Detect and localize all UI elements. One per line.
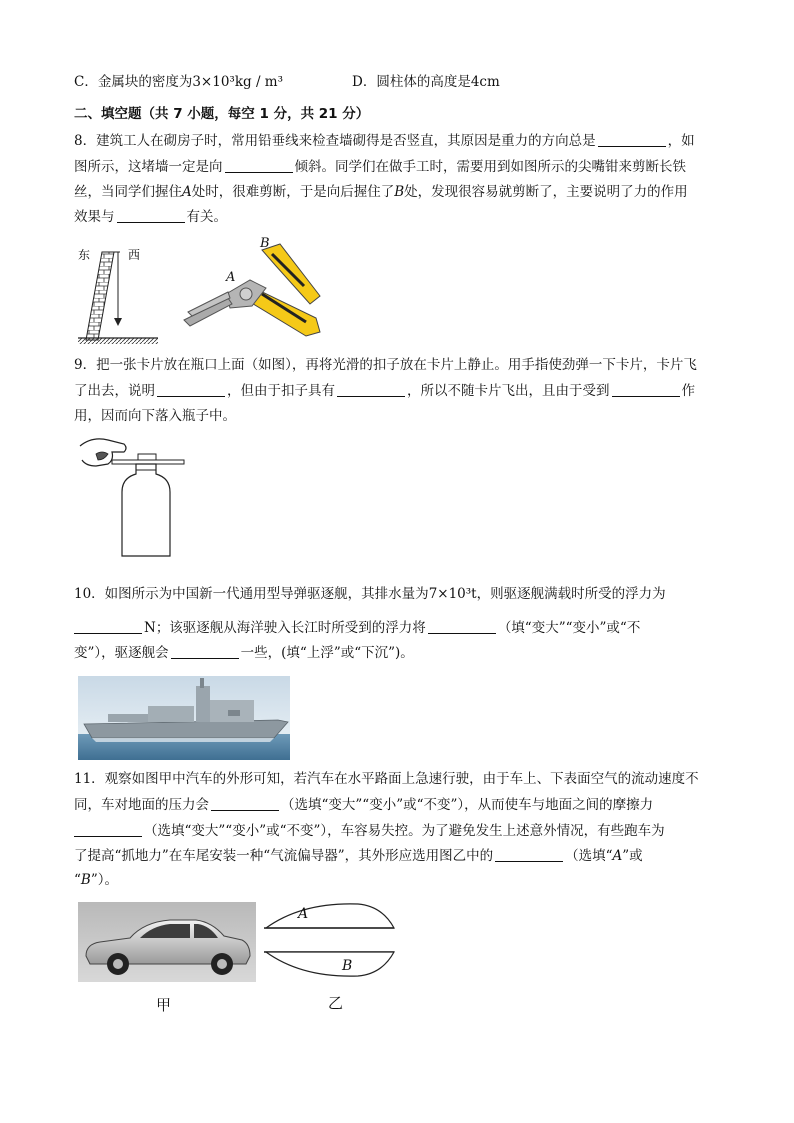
q11-var-a: A bbox=[612, 848, 623, 864]
q11-var-b: B bbox=[80, 872, 91, 888]
q11-line1: 11．观察如图甲中汽车的外形可知，若汽车在水平路面上急速行驶，由于车上、下表面空气的流动速度不 bbox=[74, 771, 699, 787]
q11-blank-1[interactable] bbox=[211, 796, 279, 811]
caption-jia: 甲 bbox=[156, 996, 172, 1014]
q11-line5 bbox=[74, 870, 118, 890]
q8-line4 bbox=[74, 207, 227, 227]
pliers-drawing bbox=[180, 236, 326, 346]
q11-blank-2[interactable] bbox=[74, 822, 142, 837]
q9-blank-1[interactable] bbox=[157, 382, 225, 397]
q11-text: ”或 bbox=[622, 848, 643, 864]
q8-blank-1[interactable] bbox=[598, 132, 666, 147]
q9-text: ，所以不随卡片飞出，且由于受到 bbox=[407, 383, 610, 399]
q8-text: 丝，当同学们握住 bbox=[74, 184, 182, 200]
option-c-math: 3×10³kg / m³ bbox=[192, 74, 284, 90]
q8-line3 bbox=[74, 182, 688, 202]
q10-math: 7×10³t bbox=[428, 586, 477, 602]
q8-text: 效果与 bbox=[74, 209, 115, 225]
q9-text: ，但由于扣子具有 bbox=[227, 383, 335, 399]
destroyer-drawing bbox=[78, 676, 290, 760]
spoiler-figure bbox=[262, 900, 396, 984]
q10-blank-2[interactable] bbox=[428, 619, 496, 634]
q7-option-d: D．圆柱体的高度是4cm bbox=[352, 74, 500, 90]
q8-text: 处时，很难剪断，于是向后握住了 bbox=[191, 184, 395, 200]
q10-text: N；该驱逐舰从海洋驶入长江时所受到的浮力将 bbox=[144, 620, 426, 636]
q9-text: 了出去，说明 bbox=[74, 383, 155, 399]
q9-blank-3[interactable] bbox=[612, 382, 680, 397]
q9-line2 bbox=[74, 381, 695, 401]
q8-text: 有关。 bbox=[186, 209, 227, 225]
q8-text: ，如 bbox=[667, 133, 695, 149]
q10-line2 bbox=[74, 618, 640, 638]
q11-text: （选填“变大”“变小”或“不变”），从而使车与地面之间的摩擦力 bbox=[281, 797, 654, 813]
q8-text: 处，发现很容易就剪断了，主要说明了力的作用 bbox=[404, 184, 688, 200]
pliers-label-a: A bbox=[226, 270, 236, 285]
q11-line2 bbox=[74, 795, 653, 815]
car-photo bbox=[78, 902, 256, 982]
spoiler-drawing bbox=[262, 900, 396, 984]
q10-blank-1[interactable] bbox=[74, 619, 142, 634]
spoiler-label-a: A bbox=[298, 906, 309, 922]
q10-text: ，则驱逐舰满载时所受的浮力为 bbox=[476, 586, 666, 602]
q10-text: 10．如图所示为中国新一代通用型导弹驱逐舰，其排水量为 bbox=[74, 586, 429, 602]
q8-blank-3[interactable] bbox=[117, 208, 185, 223]
q8-line1 bbox=[74, 131, 695, 151]
option-c-text: C．金属块的密度为 bbox=[74, 74, 193, 90]
q9-text: 作 bbox=[681, 383, 695, 399]
label-east: 东 bbox=[78, 248, 91, 262]
destroyer-photo bbox=[78, 676, 290, 760]
q9-blank-2[interactable] bbox=[337, 382, 405, 397]
car-drawing bbox=[78, 902, 256, 982]
q11-text: （选填“ bbox=[565, 848, 613, 864]
q8-text: 8．建筑工人在砌房子时，常用铅垂线来检查墙砌得是否竖直，其原因是重力的方向总是 bbox=[74, 133, 596, 149]
pliers-label-b: B bbox=[260, 236, 270, 251]
spoiler-label-b: B bbox=[342, 958, 353, 974]
q9-line1: 9．把一张卡片放在瓶口上面（如图），再将光滑的扣子放在卡片上静止。用手指使劲弹一下卡片，卡片飞 bbox=[74, 357, 697, 373]
bottle-figure bbox=[78, 432, 188, 558]
q11-line3 bbox=[74, 821, 665, 841]
q8-line2 bbox=[74, 157, 686, 177]
q8-var-b: B bbox=[394, 184, 405, 200]
q10-blank-3[interactable] bbox=[171, 644, 239, 659]
q10-text: 一些，(填“上浮”或“下沉”)。 bbox=[240, 645, 414, 661]
label-west: 西 bbox=[128, 248, 141, 262]
q11-text: “ bbox=[74, 872, 81, 888]
q7-option-c bbox=[74, 72, 283, 92]
q10-line3 bbox=[74, 643, 414, 663]
q11-blank-3[interactable] bbox=[495, 847, 563, 862]
q11-line4 bbox=[74, 846, 643, 866]
q11-text: ”）。 bbox=[90, 872, 118, 888]
pliers-figure bbox=[180, 236, 326, 346]
q10-text: 变”），驱逐舰会 bbox=[74, 645, 169, 661]
q11-text: 同，车对地面的压力会 bbox=[74, 797, 209, 813]
q11-text: （选填“变大”“变小”或“不变”），车容易失控。为了避免发生上述意外情况，有些跑车为 bbox=[144, 823, 665, 839]
wall-drawing bbox=[74, 242, 160, 344]
q10-text: （填“变大”“变小”或“不 bbox=[497, 620, 641, 636]
wall-plumb-figure bbox=[74, 242, 160, 344]
q8-text: 倾斜。同学们在做手工时，需要用到如图所示的尖嘴钳来剪断长铁 bbox=[294, 159, 686, 175]
q9-line3: 用，因而向下落入瓶子中。 bbox=[74, 408, 236, 424]
section-title: 二、填空题（共 7 小题，每空 1 分，共 21 分） bbox=[74, 106, 370, 122]
q8-var-a: A bbox=[182, 184, 192, 200]
q8-blank-2[interactable] bbox=[225, 158, 293, 173]
caption-yi: 乙 bbox=[328, 994, 344, 1012]
q11-text: 了提高“抓地力”在车尾安装一种“气流偏导器”，其外形应选用图乙中的 bbox=[74, 848, 494, 864]
q10-line1 bbox=[74, 584, 666, 604]
bottle-drawing bbox=[78, 432, 188, 558]
q8-text: 图所示，这堵墙一定是向 bbox=[74, 159, 223, 175]
